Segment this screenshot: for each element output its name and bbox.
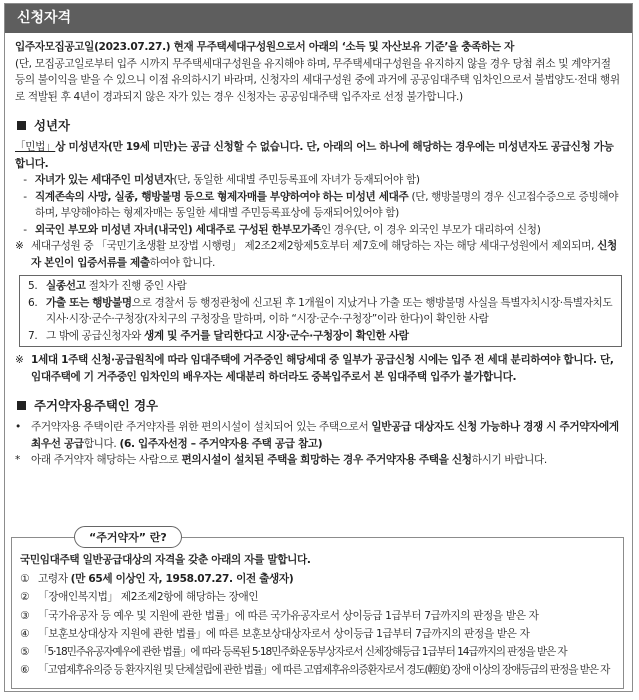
minor-lead-text: 상 미성년자(만 19세 미만)는 공급 신청할 수 없습니다. 단, 아래의 어느 하나에 해당하는 경우에는 미성년자도 공급신청 가능합니다. — [15, 141, 614, 170]
content — [5, 33, 632, 469]
section-title: 신청자격 — [17, 10, 72, 26]
minor-item-1: - 자녀가 있는 세대주인 미성년자(단, 동일한 세대별 주민등록표에 자녀가 등재되어야 함) — [23, 174, 420, 186]
minor-heading — [15, 116, 622, 134]
square-bullet-icon — [17, 121, 26, 130]
elderly-title: 주거약자용주택인 경우 — [34, 398, 159, 413]
intro-paragraph — [15, 39, 622, 105]
elderly-bullet: • 주거약자용 주택이란 주거약자를 위한 편의시설이 설치되어 있는 주택으로서 일반공급 대상자도 신청 가능하나 경쟁 시 주거약자에게 최우선 공급합니다. (6. 입주자선정 – 주거약자용 주택 공급 참고) — [15, 421, 619, 450]
box-row-5: 5. 실종선고 절차가 진행 중인 사람 — [28, 280, 187, 292]
square-bullet-icon — [17, 401, 26, 410]
excluded-members-box — [19, 275, 622, 347]
elderly-heading — [15, 396, 622, 414]
callout-lead: 국민임대주택 일반공급대상의 자격을 갖춘 아래의 자를 말합니다. — [20, 554, 311, 566]
minor-item-2: - 직계존속의 사망, 실종, 행방불명 등으로 형제자매를 부양하여야 하는 미성년 세대주 (단, 행방불명의 경우 신고접수증으로 증빙해야하며, 부양해야하는 형제자매는 동일한 세대별 주민등록표상에 등재되어있어야 함) — [23, 190, 619, 219]
box-row-7: 7. 그 밖에 공급신청자와 생계 및 주거를 달리한다고 시장·군수·구청장이 확인한 사람 — [28, 329, 409, 342]
minor-note: ※ 세대구성원 중 「국민기초생활 보장법 시행령」 제2조2제2항제5호부터 제7호에 해당하는 자는 해당 세대구성원에서 제외되며, 신청자 본인이 입증서류를 제출하여야 합니다. — [15, 240, 617, 269]
callout-row: ① 고령자 (만 65세 이상인 자, 1958.07.27. 이전 출생자) — [20, 573, 294, 585]
household-note: ※ 1세대 1주택 신청·공급원칙에 따라 임대주택에 거주중인 해당세대 중 일부가 공급신청 시에는 입주 전 세대 분리하여야 합니다. 단, 임대주택에 기 거주중인 임차인의 배우자는 세대분리 하더라도 중복입주로서 본 임대주택 입주가 불가합니다. — [15, 354, 614, 383]
callout-row: ③ 「국가유공자 등 예우 및 지원에 관한 법률」에 따른 국가유공자로서 상이등급 1급부터 7급까지의 판정을 받은 자 — [20, 609, 539, 622]
intro-bold: 입주자모집공고일(2023.07.27.) 현재 무주택세대구성원으로서 아래의 ‘소득 및 자산보유 기준’을 충족하는 자 — [15, 41, 515, 53]
document-frame — [4, 3, 633, 692]
intro-rest: (단, 모집공고일로부터 입주 시까지 무주택세대구성원을 유지해야 하며, 무주택세대구성원을 유지하지 않을 경우 당첨 취소 및 계약거절 등의 불이익을 받을 수 있으니 이점 유의하시기 바라며, 신청자의 세대구성원 중에 과거에 공공임대주택 임차인으로서 불법양도·전대 행위로 적발된 후 4년이 경과되지 않은 자가 있는 경우 신청자는 공공임대주택 입주자로 선정 불가합니다.) — [15, 57, 620, 103]
callout-row: ② 「장애인복지법」 제2조제2항에 해당하는 장애인 — [20, 591, 259, 604]
minor-item-3: - 외국인 부모와 미성년 자녀(내국인) 세대주로 구성된 한부모가족인 경우(단, 이 경우 외국인 부모가 대리하여 신청) — [23, 223, 541, 236]
vulnerable-definition-box — [11, 531, 624, 689]
callout-row: ⑥ 「고엽제후유의증 등 환자지원 및 단체설립에 관한 법률」에 따른 고엽제후유의증환자로서 경도(輕度) 장애 이상의 장애등급의 판정을 받은 자 — [20, 664, 610, 677]
callout-row: ⑤ 「5·18민주유공자예우에 관한 법률」에 따라 등록된 5·18민주화운동부상자로서 신체장해등급 1급부터 14급까지의 판정을 받은 자 — [20, 646, 567, 659]
section-header — [5, 4, 632, 33]
callout-row: ④ 「보훈보상대상자 지원에 관한 법률」에 따른 보훈보상대상자로서 상이등급 1급부터 7급까지의 판정을 받은 자 — [20, 627, 530, 640]
callout-title: “주거약자” 란? — [74, 526, 182, 548]
minor-title: 성년자 — [34, 118, 70, 133]
box-row-6: 6. 가출 또는 행방불명으로 경찰서 등 행정관청에 신고된 후 1개월이 지났거나 가출 또는 행방불명 사실을 특별자치시장·특별자치도지사·시장·군수·구청장(자치구의 구청장을 말하며, 이하 “시장·군수·구청장”이라 한다)이 확인한 사람 — [28, 296, 613, 325]
minor-lead — [15, 139, 622, 172]
minor-lead-prefix: 「민법」 — [15, 141, 56, 153]
elderly-star-note: * 아래 주거약자 해당하는 사람으로 편의시설이 설치된 주택을 희망하는 경우 주거약자용 주택을 신청하시기 바랍니다. — [15, 454, 547, 466]
